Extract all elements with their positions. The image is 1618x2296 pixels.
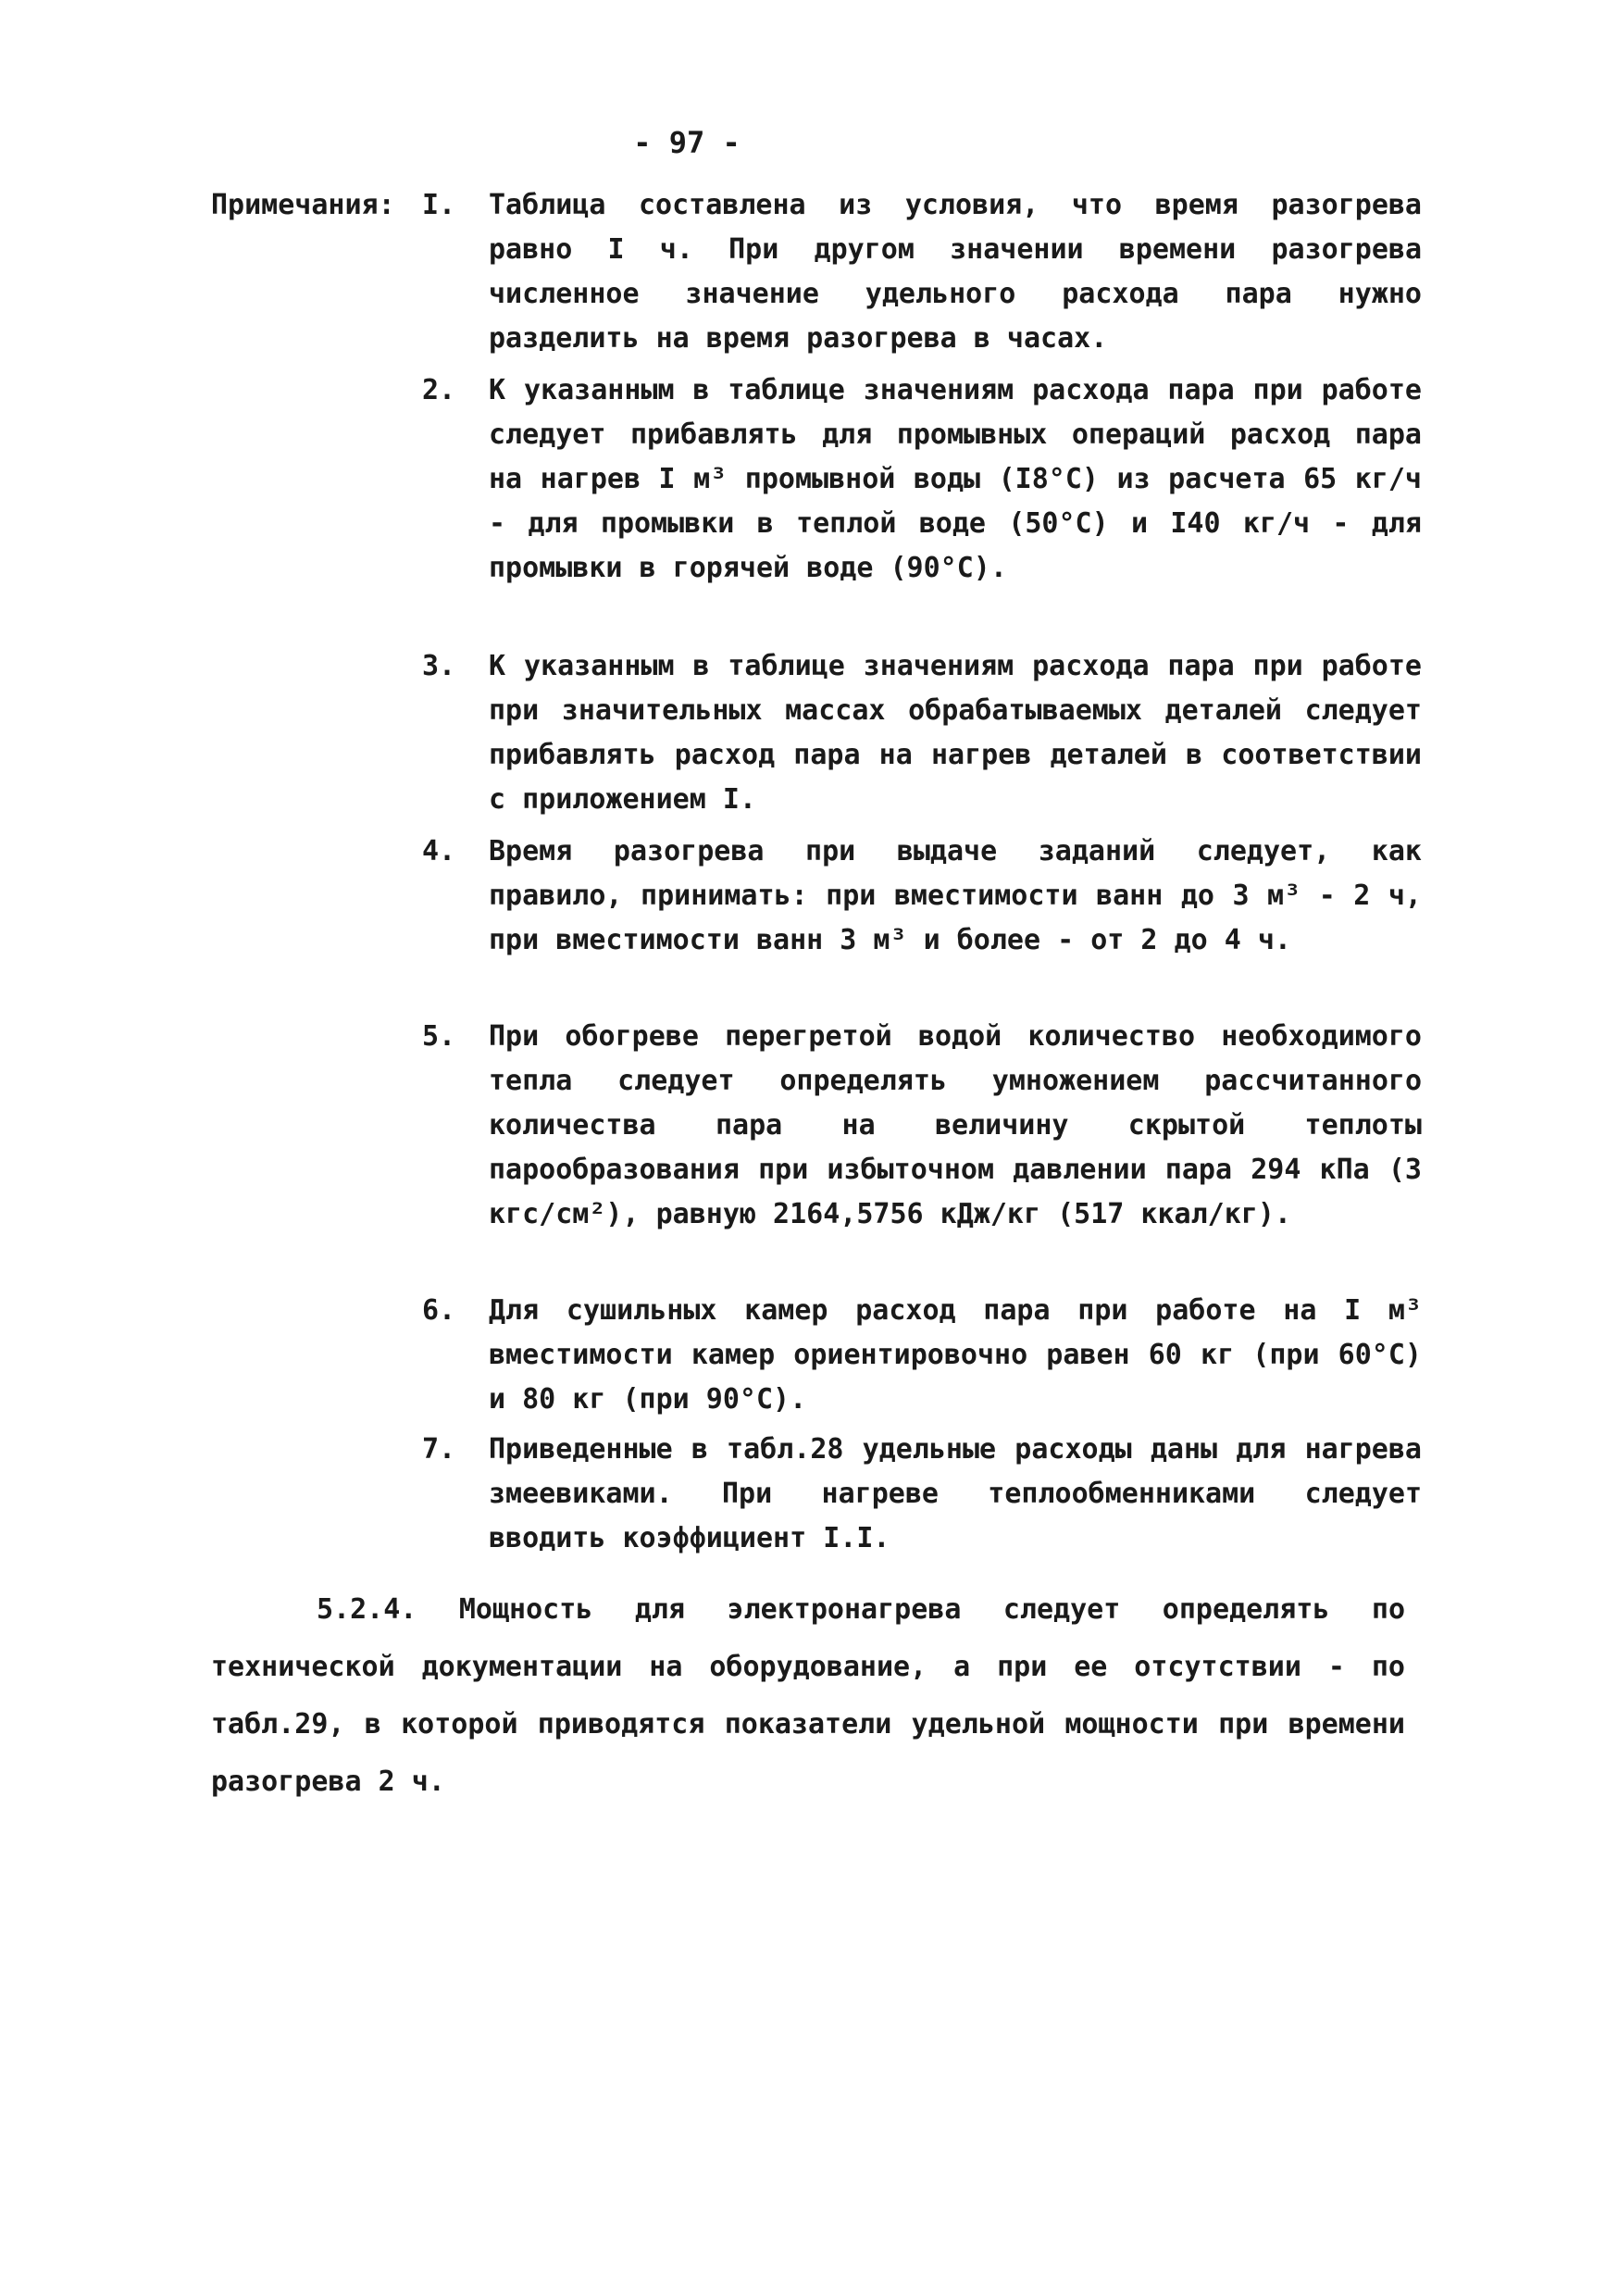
note-item (422, 830, 1422, 963)
note-text: К указанным в таблице значениям расхода пара при работе следует прибавлять для промывных операций расход пара на нагрев I м³ промывной воды (I8°C) из расчета 65 кг/ч - для промывки в теплой воде (50°C) и I40 кг/ч - для промывки в горячей воде (90°C). (489, 374, 1422, 584)
section-paragraph (211, 1581, 1405, 1811)
note-number: 5. (422, 1020, 456, 1053)
note-item (422, 644, 1422, 822)
note-number: 7. (422, 1433, 456, 1466)
note-text: Таблица составлена из условия, что время разогрева равно I ч. При другом значении времени разогрева численное значение удельного расхода пара нужно разделить на время разогрева в часах. (489, 189, 1422, 355)
note-item (422, 1428, 1422, 1561)
page-number: - 97 - (633, 125, 741, 160)
note-text: Время разогрева при выдаче заданий следует, как правило, принимать: при вместимости ванн до 3 м³ - 2 ч, при вместимости ванн 3 м³ и более - от 2 до 4 ч. (489, 835, 1422, 956)
note-item (422, 368, 1422, 591)
section-text: Мощность для электронагрева следует определять по технической документации на оборудование, а при ее отсутствии - по табл.29, в которой приводятся показатели удельной мощности при времени разогрева 2 ч. (211, 1593, 1406, 1798)
note-number: 4. (422, 835, 456, 867)
note-text: Приведенные в табл.28 удельные расходы даны для нагрева змеевиками. При нагреве теплообменниками следует вводить коэффициент I.I. (489, 1433, 1422, 1554)
section-number: 5.2.4. (317, 1593, 417, 1626)
note-number: 2. (422, 374, 456, 406)
note-item (422, 1015, 1422, 1237)
note-number: I. (422, 189, 456, 221)
note-number: 6. (422, 1294, 456, 1327)
note-text: Для сушильных камер расход пара при работе на I м³ вместимости камер ориентировочно равен 60 кг (при 60°C) и 80 кг (при 90°C). (489, 1294, 1422, 1416)
note-item (422, 183, 1422, 361)
notes-label: Примечания: (211, 189, 395, 221)
note-number: 3. (422, 650, 456, 682)
note-text: К указанным в таблице значениям расхода пара при работе при значительных массах обрабатываемых деталей следует прибавлять расход пара на нагрев деталей в соответствии с приложением I. (489, 650, 1422, 816)
note-text: При обогреве перегретой водой количество необходимого тепла следует определять умножением рассчитанного количества пара на величину скрытой теплоты парообразования при избыточном давлении пара 294 кПа (3 кгс/см²), равную 2164,5756 кДж/кг (517 ккал/кг). (489, 1020, 1422, 1230)
note-item (422, 1289, 1422, 1422)
